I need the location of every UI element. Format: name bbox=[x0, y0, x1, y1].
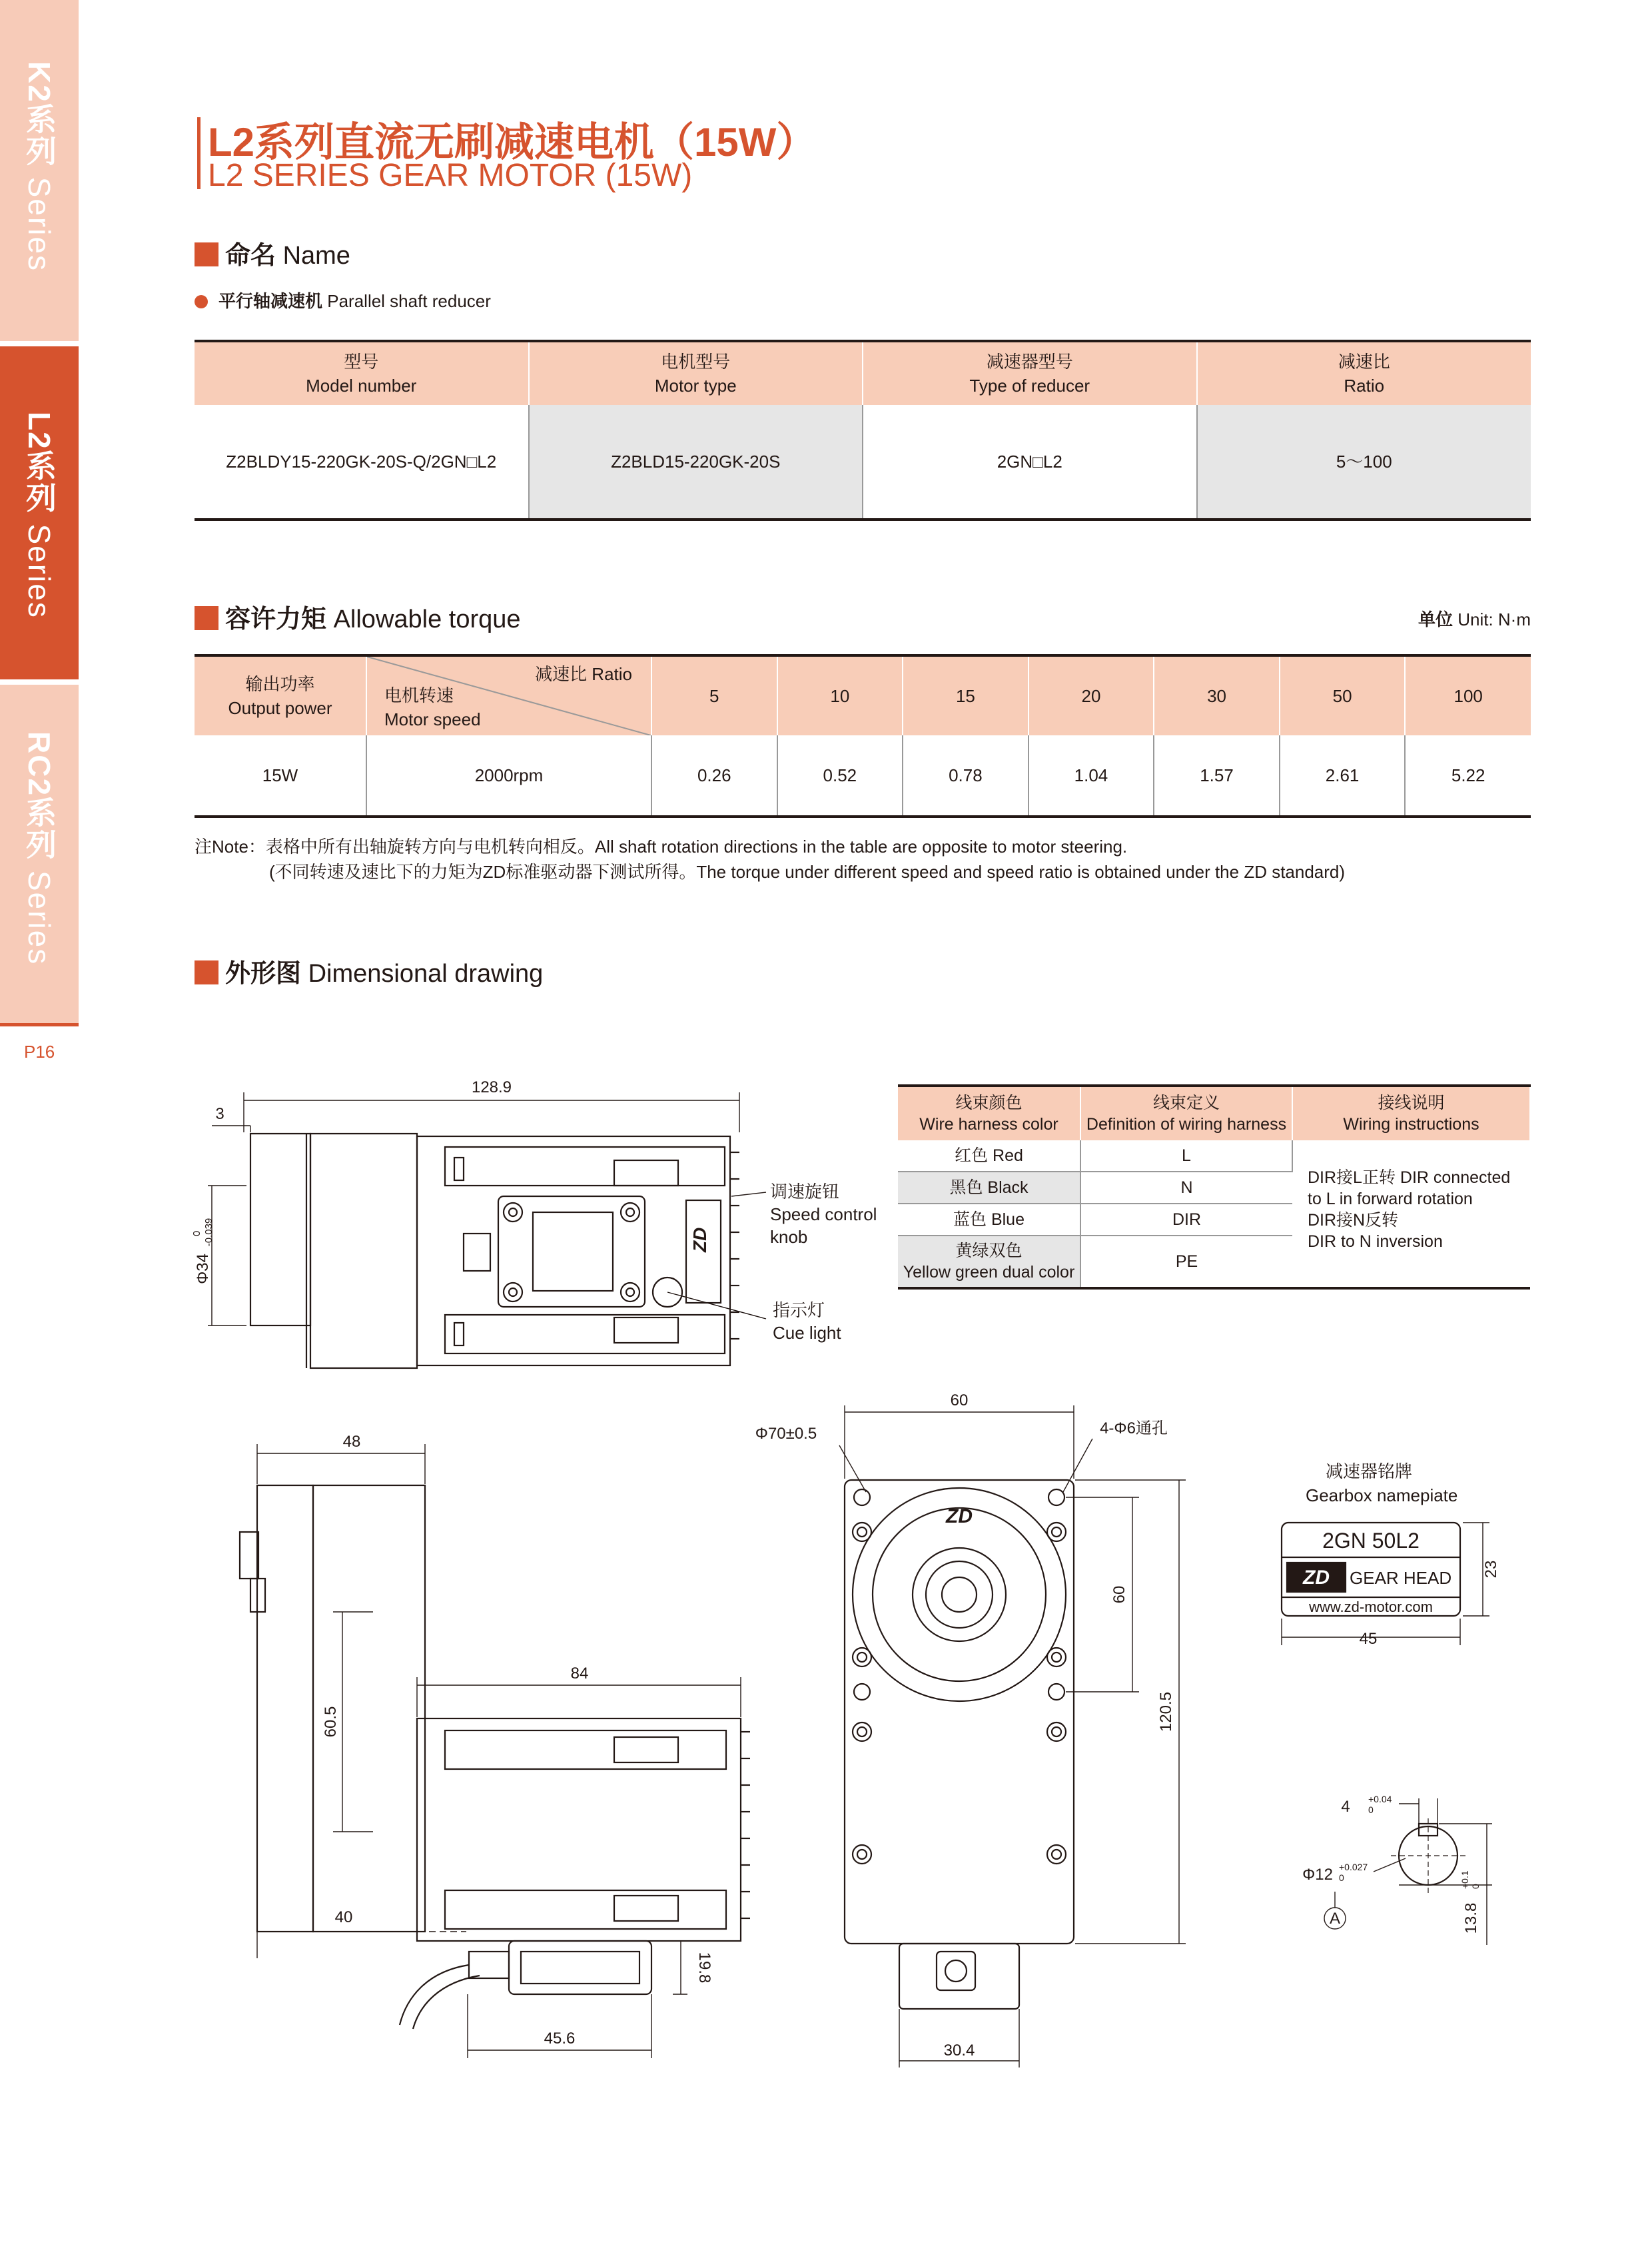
dim-flange: 3 bbox=[215, 1105, 224, 1123]
cell-wire-color: 黄绿双色 Yellow green dual color bbox=[898, 1236, 1080, 1288]
header-output-power: 输出功率 Output power bbox=[195, 655, 366, 735]
dim-front-box: 30.4 bbox=[943, 2042, 975, 2059]
note-line-2: (不同转速及速比下的力矩为ZD标准驱动器下测试所得。The torque under different speed and speed ratio is obtained under the ZD standard) bbox=[269, 862, 1346, 882]
header-wire-definition: 线束定义 Definition of wiring harness bbox=[1080, 1086, 1292, 1140]
note-line-1: 注Note：表格中所有出轴旋转方向与电机转向相反。All shaft rotation directions in the table are opposite to motor steering. bbox=[195, 837, 1128, 857]
side-view-motor bbox=[240, 1485, 750, 2029]
shaft-section bbox=[1391, 1818, 1465, 1893]
cell-reducer-type: 2GN□L2 bbox=[863, 405, 1197, 520]
top-view-motor bbox=[250, 1134, 739, 1368]
dim-key-tol-lower: 0 bbox=[1368, 1804, 1374, 1815]
header-ratio: 减速比 Ratio bbox=[1197, 341, 1531, 405]
cell-power: 15W bbox=[195, 735, 366, 817]
cell-torque: 0.26 bbox=[651, 735, 777, 817]
speed-axis-label: 电机转速 Motor speed bbox=[384, 685, 481, 729]
rail-tab-rc2-label: RC2系列 Series bbox=[22, 731, 57, 966]
cell-model-number: Z2BLDY15-220GK-20S-Q/2GN□L2 bbox=[195, 405, 529, 520]
dim-shaft2-tol-upper: +0.027 bbox=[1339, 1862, 1368, 1872]
cell-motor-type: Z2BLD15-220GK-20S bbox=[529, 405, 863, 520]
dim-box-height: 19.8 bbox=[695, 1952, 713, 1984]
header-ratio-50: 50 bbox=[1280, 655, 1406, 735]
dim-shaft-dia: Φ34 bbox=[194, 1254, 212, 1284]
dim-front-height: 120.5 bbox=[1157, 1691, 1175, 1732]
dim-holes: 4-Φ6通孔 bbox=[1100, 1419, 1168, 1437]
cell-speed: 2000rpm bbox=[366, 735, 651, 817]
nameplate-logo: ZD bbox=[1303, 1567, 1330, 1589]
page-number: P16 bbox=[24, 1042, 55, 1062]
dim-pitch-dia: Φ70±0.5 bbox=[755, 1425, 817, 1443]
header-motor-type: 电机型号 Motor type bbox=[529, 341, 863, 405]
nameplate-url: www.zd-motor.com bbox=[1309, 1599, 1433, 1615]
zd-logo-marks bbox=[689, 1228, 1330, 1589]
dim-side-body: 84 bbox=[570, 1665, 589, 1682]
header-ratio-10: 10 bbox=[777, 655, 903, 735]
cell-torque: 1.57 bbox=[1154, 735, 1280, 817]
nameplate-title-en: Gearbox namepiate bbox=[1306, 1485, 1458, 1505]
dim-front-width: 60 bbox=[950, 1391, 969, 1409]
dim-plate-height: 23 bbox=[1482, 1560, 1500, 1579]
dim-key-width: 4 bbox=[1341, 1798, 1350, 1816]
header-ratio-5: 5 bbox=[651, 655, 777, 735]
svg-text:ZD: ZD bbox=[689, 1227, 710, 1252]
cell-wire-def: PE bbox=[1175, 1252, 1198, 1271]
rail-tab-k2-label: K2系列 Series bbox=[22, 61, 57, 272]
dim-side-base: 40 bbox=[334, 1908, 353, 1926]
cell-ratio: 5～100 bbox=[1197, 405, 1531, 520]
dim-shaft-tol-lower: -0.039 bbox=[203, 1218, 214, 1247]
cell-wire-color: 蓝色 Blue bbox=[898, 1204, 1080, 1236]
torque-unit: 单位 Unit: N·m bbox=[1418, 609, 1531, 629]
cell-wire-color: 红色 Red bbox=[898, 1140, 1080, 1172]
nameplate-title-cn: 减速器铭牌 bbox=[1326, 1461, 1413, 1481]
dim-top-length: 128.9 bbox=[471, 1078, 512, 1096]
rail-tab-l2-label: L2系列 Series bbox=[22, 412, 57, 619]
dim-key-tol-upper: +0.04 bbox=[1368, 1794, 1392, 1804]
header-model-number: 型号 Model number bbox=[195, 341, 529, 405]
svg-text:ZD: ZD bbox=[946, 1505, 973, 1527]
side-view-dimensions bbox=[257, 1444, 741, 2058]
dim-key-depth-tol-upper: +0.1 bbox=[1459, 1870, 1470, 1889]
ratio-axis-label: 减速比 Ratio bbox=[535, 664, 632, 684]
dim-key-depth-tol-lower: 0 bbox=[1470, 1884, 1481, 1889]
dim-front-mid: 60 bbox=[1110, 1585, 1128, 1604]
header-wiring-instructions: 接线说明 Wiring instructions bbox=[1292, 1086, 1530, 1140]
cell-torque: 0.78 bbox=[903, 735, 1029, 817]
page-title-cn: L2系列直流无刷减速电机（15W） bbox=[208, 120, 817, 165]
datum-label: A bbox=[1329, 1910, 1341, 1928]
front-view-dimensions bbox=[839, 1405, 1186, 2067]
section-heading-name: 命名 Name bbox=[195, 234, 350, 261]
page-title-en: L2 SERIES GEAR MOTOR (15W) bbox=[208, 158, 693, 193]
reducer-type-bullet: 平行轴减速机 Parallel shaft reducer bbox=[195, 288, 491, 312]
cell-wire-color: 黑色 Black bbox=[898, 1172, 1080, 1204]
cell-wire-def: DIR bbox=[1080, 1204, 1292, 1236]
header-ratio-100: 100 bbox=[1405, 655, 1531, 735]
nameplate-brand: GEAR HEAD bbox=[1350, 1568, 1452, 1588]
dim-plate-width: 45 bbox=[1359, 1630, 1378, 1648]
dim-box-width: 45.6 bbox=[544, 2030, 576, 2048]
dim-shaft2-tol-lower: 0 bbox=[1339, 1872, 1344, 1883]
cell-torque: 1.04 bbox=[1029, 735, 1154, 817]
header-ratio-15: 15 bbox=[903, 655, 1029, 735]
header-ratio-30: 30 bbox=[1154, 655, 1280, 735]
section-heading-torque: 容许力矩 Allowable torque bbox=[195, 598, 521, 625]
speed-knob-callout: 调速旋钮 Speed control knob bbox=[770, 1182, 877, 1247]
dim-key-depth: 13.8 bbox=[1462, 1902, 1480, 1934]
cell-wiring-instructions: DIR接L正转 DIR connected to L in forward rotation DIR接N反转 DIR to N inversion bbox=[1308, 1168, 1511, 1251]
header-wire-color: 线束颜色 Wire harness color bbox=[898, 1086, 1080, 1140]
header-ratio-20: 20 bbox=[1029, 655, 1154, 735]
section-heading-drawing: 外形图 Dimensional drawing bbox=[195, 952, 543, 979]
cell-wire-def: N bbox=[1080, 1172, 1292, 1204]
nameplate-model: 2GN 50L2 bbox=[1322, 1529, 1420, 1553]
dim-side-height: 60.5 bbox=[322, 1706, 340, 1738]
cell-torque: 2.61 bbox=[1280, 735, 1406, 817]
dim-side-width: 48 bbox=[342, 1433, 361, 1451]
front-view-gearbox bbox=[845, 1480, 1074, 2009]
header-reducer-type: 减速器型号 Type of reducer bbox=[863, 341, 1197, 405]
dim-shaft-tol-upper: 0 bbox=[191, 1230, 203, 1237]
cell-torque: 0.52 bbox=[777, 735, 903, 817]
cell-torque: 5.22 bbox=[1451, 765, 1485, 785]
dim-shaft2-dia: Φ12 bbox=[1302, 1866, 1333, 1884]
cue-light-callout: 指示灯 Cue light bbox=[773, 1300, 841, 1343]
cell-wire-def: L bbox=[1080, 1140, 1292, 1172]
